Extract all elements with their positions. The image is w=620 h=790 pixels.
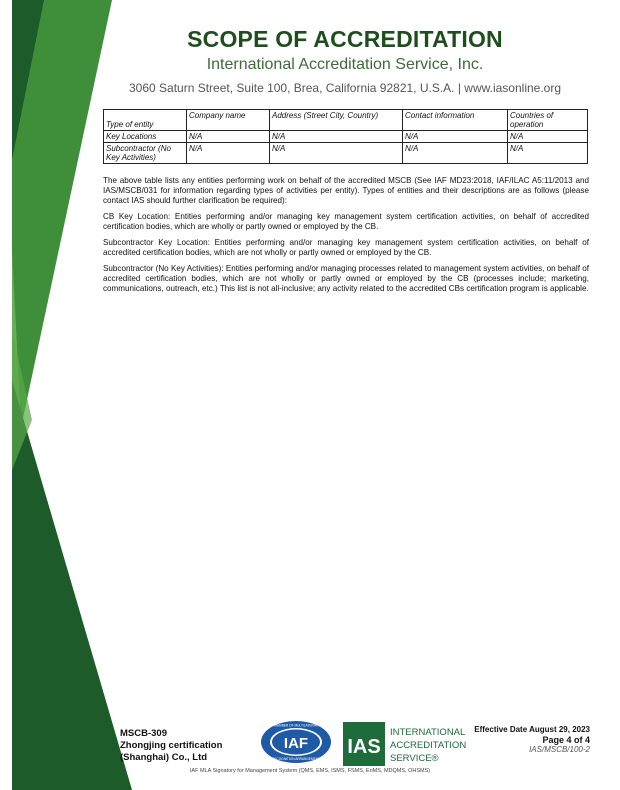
company-name-line2: (Shanghai) Co., Ltd: [120, 752, 208, 763]
effective-date: Effective Date August 29, 2023: [474, 725, 590, 734]
paragraph-cb-key-location: CB Key Location: Entities performing and/or managing key management system certification activities, on behalf of accredited certification bodies, which are wholly or partly owned or employed by the CB.: [103, 212, 589, 231]
table-row: [104, 131, 588, 143]
iaf-logo-text: IAF: [283, 735, 309, 752]
ias-line3: SERVICE®: [390, 753, 439, 764]
table-cell: N/A: [403, 131, 508, 143]
paragraph-subcontractor-no-key: Subcontractor (No Key Activities): Entities performing and/or managing processes related to management system activities, on behalf of accredited certification bodies, which are not wholly or partly owned or employed by the CB (processes include; marketing, communications, outreach, etc.) This list is not all-inclusive; any activity related to the accredited CBs certification program is applicable.: [103, 264, 589, 293]
ias-line2: ACCREDITATION: [390, 740, 467, 751]
paragraph-intro: The above table lists any entities performing work on behalf of the accredited MSCB (See IAF MD23:2018, IAF/ILAC A5:11/2013 and IAS/MSCB/031 for information regarding types of activities per entity). Types of entities and their descriptions are as follows (please contact IAS should further clarification be required):: [103, 176, 589, 205]
column-header: Countries of operation: [508, 110, 588, 131]
header: [90, 24, 600, 97]
table-cell: N/A: [508, 143, 588, 164]
document-info: [450, 725, 590, 755]
iaf-mla-footnote: IAF MLA Signatory for Management System (QMS, EMS, ISMS, FSMS, EnMS, MDQMS, OHSMS): [189, 768, 431, 774]
table-cell: Key Locations: [104, 131, 187, 143]
table-cell: N/A: [270, 131, 403, 143]
iaf-ring-bottom-text: RECOGNITION ARRANGEMENT: [272, 757, 320, 761]
column-header: Company name: [187, 110, 270, 131]
column-header: Contact information: [403, 110, 508, 131]
column-header: Type of entity: [104, 110, 187, 131]
iaf-ring-top-text: MEMBER OF MULTILATERAL: [274, 723, 318, 728]
certificate-holder: [120, 728, 222, 764]
description-text: [103, 176, 589, 300]
table-cell: N/A: [508, 131, 588, 143]
paragraph-subcontractor-key-location: Subcontractor Key Location: Entities performing and/or managing key management system certification activities, on behalf of accredited certification bodies, which are not wholly or partly owned or employed by the CB.: [103, 238, 589, 257]
page-number: Page 4 of 4: [542, 735, 590, 745]
column-header: Address (Street City, Country): [270, 110, 403, 131]
ias-mark-text: IAS: [347, 736, 381, 758]
table-header-row: [104, 110, 588, 131]
ias-line1: INTERNATIONAL: [390, 727, 466, 738]
table-cell: N/A: [187, 131, 270, 143]
certificate-code: MSCB-309: [120, 728, 167, 739]
iaf-logo: [260, 720, 332, 764]
table-row: [104, 143, 588, 164]
page-title: SCOPE OF ACCREDITATION: [187, 26, 503, 52]
table-cell: N/A: [270, 143, 403, 164]
organization-name: International Accreditation Service, Inc.: [206, 56, 484, 73]
table-cell: N/A: [187, 143, 270, 164]
table-cell: N/A: [403, 143, 508, 164]
organization-address: 3060 Saturn Street, Suite 100, Brea, California 92821, U.S.A. | www.iasonline.org: [128, 81, 562, 95]
table-cell: Subcontractor (No Key Activities): [104, 143, 187, 164]
document-reference: IAS/MSCB/100-2: [529, 745, 590, 754]
company-name-line1: Zhongjing certification: [120, 740, 223, 751]
entities-table: [103, 109, 588, 164]
